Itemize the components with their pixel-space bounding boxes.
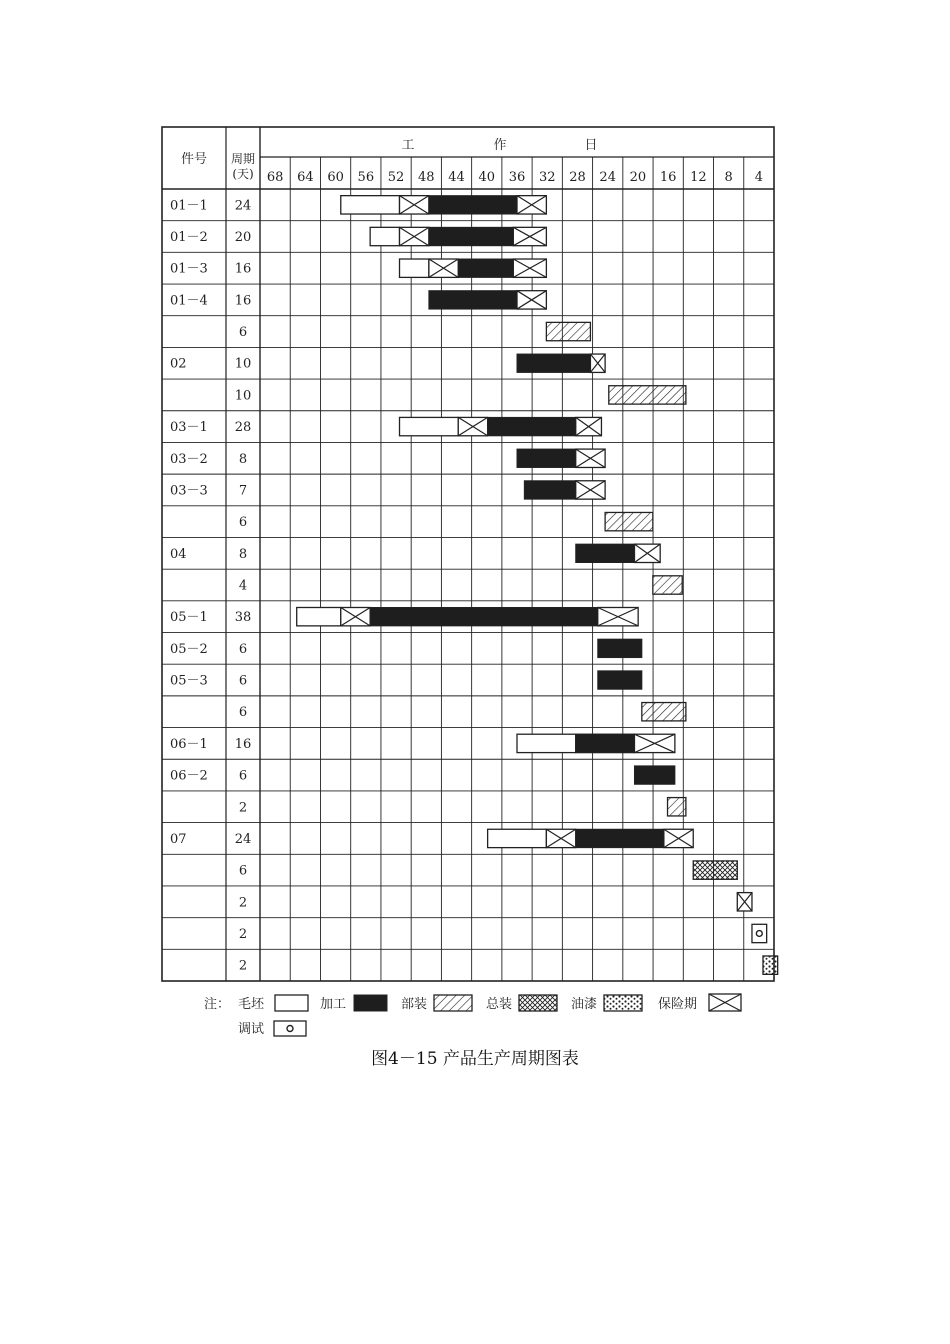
legend-label-subassembly: 部装 [401,997,428,1012]
row-part-number: 03－2 [170,451,208,467]
legend-label-assembly: 总装 [486,997,513,1012]
bar-blank-rect [400,259,429,277]
row-cycle-days: 28 [234,420,252,436]
bar-blank-rect [370,227,399,245]
cycle-header-line1: 周期 [230,152,256,166]
axis-tick-label: 8 [724,170,733,185]
workday-header-char: 工 [401,138,415,153]
row-cycle-days: 10 [234,356,252,372]
bar-subassembly [434,995,472,1011]
row-part-number: 05－1 [170,610,208,626]
row-part-number: 01－4 [170,293,208,309]
axis-tick-label: 24 [599,170,616,185]
legend [204,994,741,1037]
axis-tick-label: 20 [629,170,647,185]
axis-tick-label: 40 [478,170,496,185]
row-cycle-days: 24 [234,198,252,214]
row-part-number: 03－1 [170,420,208,436]
bar-subassembly [653,576,682,594]
bar-subassembly-rect [653,576,682,594]
row-cycle-days: 8 [238,546,248,562]
row-part-number: 07 [170,831,187,847]
axis-tick-label: 56 [357,170,375,185]
bar-assembly-rect [693,861,737,879]
axis-tick-label: 36 [508,170,526,185]
bar-painting [763,956,778,974]
bar-machining-rect [634,766,674,784]
bar-buffer [429,259,458,277]
legend-label-debug: 调试 [238,1022,265,1037]
bar-blank-rect [297,607,341,625]
row-cycle-days: 6 [238,673,248,689]
bar-machining [370,607,598,625]
bar-blank [341,196,400,214]
bar-machining [429,291,517,309]
bar-blank-rect [275,995,308,1011]
bar-buffer [546,829,575,847]
row-cycle-days: 16 [234,261,252,277]
row-cycle-days: 6 [238,768,248,784]
bar-blank [400,259,429,277]
axis-tick-label: 28 [569,170,586,185]
bar-buffer [513,259,546,277]
bar-machining-rect [429,227,513,245]
grid [162,127,774,981]
row-cycle-days: 2 [238,926,248,942]
bar-subassembly-rect [668,798,686,816]
bar-buffer [576,449,605,467]
bar-subassembly-rect [546,322,590,340]
row-cycle-days: 2 [238,958,248,974]
bar-assembly [519,995,557,1011]
bar-machining [576,544,635,562]
bar-painting-rect [763,956,778,974]
axis-tick-label: 64 [297,170,314,185]
bar-blank [370,227,399,245]
bar-subassembly [668,798,686,816]
bar-machining-rect [488,417,576,435]
bar-blank-rect [400,417,459,435]
bar-subassembly-rect [605,512,653,530]
row-part-number: 04 [170,546,187,562]
bar-machining-rect [576,544,635,562]
row-cycle-days: 4 [238,578,248,594]
row-part-number: 03－3 [170,483,208,499]
bar-debug [274,1021,306,1036]
bar-blank [275,995,308,1011]
bar-machining-rect [354,995,387,1011]
axis-tick-label: 60 [327,170,344,185]
row-cycle-days: 16 [234,736,252,752]
part-number-header: 件号 [180,152,208,167]
bar-buffer [598,607,638,625]
bar-debug-rect [752,924,767,942]
bar-buffer [341,607,370,625]
axis-tick-label: 4 [754,170,764,185]
bar-machining-rect [598,639,642,657]
legend-label-machining: 加工 [320,997,347,1012]
bar-subassembly-rect [609,386,686,404]
bar-machining [429,196,517,214]
bar-machining [429,227,513,245]
bar-machining-rect [370,607,598,625]
bar-machining [576,829,664,847]
gantt-bars [297,196,778,975]
bar-machining-rect [524,481,575,499]
bar-machining [517,354,590,372]
figure-caption: 图4－15 产品生产周期图表 [371,1049,579,1069]
bar-machining [634,766,674,784]
axis-tick-label: 52 [387,170,405,185]
bar-buffer [513,227,546,245]
bar-assembly [693,861,737,879]
bar-subassembly-rect [642,703,686,721]
bar-buffer [517,291,546,309]
bar-blank-rect [517,734,576,752]
bar-assembly-rect [519,995,557,1011]
row-cycle-days: 6 [238,641,248,657]
bar-buffer [664,829,693,847]
row-part-number: 06－1 [170,736,208,752]
bar-machining [488,417,576,435]
row-cycle-days: 6 [238,325,248,341]
row-cycle-days: 16 [234,293,252,309]
row-part-number: 05－2 [170,641,208,657]
bar-machining [598,671,642,689]
row-part-number: 01－1 [170,198,208,214]
bar-subassembly [546,322,590,340]
bar-painting-rect [604,995,642,1011]
legend-label-buffer: 保险期 [658,997,698,1012]
table-rows [170,198,251,973]
bar-subassembly [609,386,686,404]
bar-machining-rect [576,829,664,847]
row-cycle-days: 7 [238,483,248,499]
bar-buffer [709,994,741,1011]
axis-tick-label: 16 [659,170,677,185]
axis-tick-label: 48 [418,170,435,185]
axis-tick-label: 44 [448,170,465,185]
axis-tick-label: 12 [690,170,707,185]
bar-blank [488,829,547,847]
row-part-number: 02 [170,356,187,372]
legend-label-blank: 毛坯 [238,997,265,1012]
row-cycle-days: 6 [238,705,248,721]
bar-buffer [458,417,487,435]
bar-machining [517,449,576,467]
bar-buffer [634,734,674,752]
row-cycle-days: 20 [234,230,252,246]
bar-debug [752,924,767,942]
axis-tick-label: 68 [266,170,284,185]
bar-machining-rect [429,196,517,214]
table-border [162,127,774,981]
bar-subassembly [605,512,653,530]
bar-machining-rect [576,734,635,752]
bar-buffer [576,417,602,435]
cycle-header-line2: (天) [232,167,254,181]
bar-blank [297,607,341,625]
row-cycle-days: 24 [234,831,252,847]
bar-blank-rect [488,829,547,847]
bar-subassembly [642,703,686,721]
bar-machining [458,259,513,277]
workday-header-char: 日 [584,138,598,153]
bar-machining [354,995,387,1011]
bar-buffer [576,481,605,499]
axis-tick-label: 32 [538,170,556,185]
row-cycle-days: 2 [238,895,248,911]
bar-blank [400,417,459,435]
row-part-number: 06－2 [170,768,208,784]
row-cycle-days: 38 [234,610,252,626]
row-part-number: 05－3 [170,673,208,689]
row-cycle-days: 6 [238,515,248,531]
bar-machining [576,734,635,752]
bar-blank-rect [341,196,400,214]
bar-debug-rect [274,1021,306,1036]
row-part-number: 01－2 [170,230,208,246]
bar-buffer [400,227,429,245]
legend-label-painting: 油漆 [571,997,598,1012]
row-cycle-days: 8 [238,451,248,467]
row-cycle-days: 10 [234,388,252,404]
legend-prefix: 注： [204,997,231,1012]
row-part-number: 01－3 [170,261,208,277]
bar-painting [604,995,642,1011]
bar-blank [517,734,576,752]
bar-machining-rect [458,259,513,277]
bar-buffer [737,893,752,911]
row-cycle-days: 6 [238,863,248,879]
workday-header-char: 作 [493,138,507,153]
bar-machining-rect [517,354,590,372]
row-cycle-days: 2 [238,800,248,816]
bar-subassembly-rect [434,995,472,1011]
bar-buffer [590,354,605,372]
bar-machining [598,639,642,657]
bar-machining [524,481,575,499]
bar-buffer [634,544,660,562]
bar-machining-rect [598,671,642,689]
bar-buffer [400,196,429,214]
bar-machining-rect [429,291,517,309]
bar-machining-rect [517,449,576,467]
bar-buffer [517,196,546,214]
